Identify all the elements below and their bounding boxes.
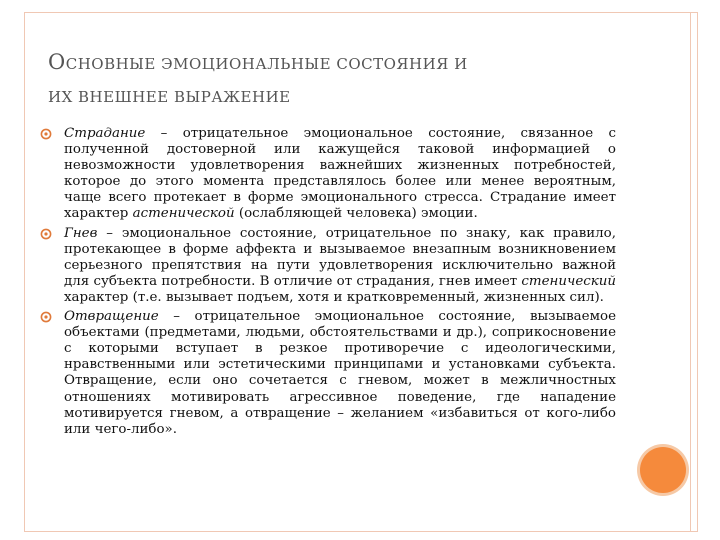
slide-title bbox=[48, 44, 648, 114]
list-item bbox=[40, 226, 616, 306]
title-line-1 bbox=[48, 44, 648, 80]
item-text-end: характер (т.е. вызывает подъем, хотя и кратковременный, жизненных сил). bbox=[64, 289, 604, 305]
orange-circle-icon bbox=[640, 447, 686, 493]
title-line-2: ИХ ВНЕШНЕЕ ВЫРАЖЕНИЕ bbox=[48, 88, 291, 106]
ornamental-bullet-icon bbox=[40, 228, 52, 240]
title-initial-cap: О bbox=[48, 50, 66, 74]
list-item bbox=[40, 126, 616, 223]
ornamental-bullet-icon bbox=[40, 311, 52, 323]
item-term: Отвращение bbox=[64, 309, 159, 325]
item-emphasis: стенический bbox=[521, 273, 616, 289]
item-text-end: (ослабляющей человека) эмоции. bbox=[234, 206, 478, 222]
bullet-list bbox=[40, 126, 616, 441]
frame-inner-line bbox=[690, 13, 691, 531]
ornamental-bullet-icon bbox=[40, 128, 52, 140]
item-term: Страдание bbox=[64, 126, 146, 141]
item-emphasis: астенической bbox=[132, 206, 235, 222]
item-text: – отрицательное эмоциональное состояние, вызываемое объектами (предметами, людьми, обстоятельствами и др.), соприкосновение с которыми вступает в резкое противоречие с идеологическими, нравственными или эстетическими принципами и установками субъекта. Отвращение, если оно сочетается с гневом, может в межличностных отношениях мотивировать агрессивное поведение, где нападение мотивируется гневом, а отвращение – желанием «избавиться от кого-либо или чего-либо». bbox=[64, 309, 616, 437]
title-line-1-rest: СНОВНЫЕ ЭМОЦИОНАЛЬНЫЕ СОСТОЯНИЯ И bbox=[65, 55, 468, 73]
list-item bbox=[40, 309, 616, 438]
item-text: – отрицательное эмоциональное состояние, связанное с полученной достоверной или кажущейся таковой информацией о невозможности удовлетворения важнейших жизненных потребностей, которое до этого момента представлялось более или менее вероятным, чаще всего протекает в форме эмоционального стресса. Страдание имеет характер bbox=[64, 126, 616, 222]
item-term: Гнев bbox=[64, 225, 98, 241]
item-text: – эмоциональное состояние, отрицательное по знаку, как правило, протекающее в форме аффекта и вызываемое внезапным возникновением серьезного препятствия на пути удовлетворения исключительно важной для субъекта потребности. В отличие от страдания, гнев имеет bbox=[64, 225, 616, 289]
